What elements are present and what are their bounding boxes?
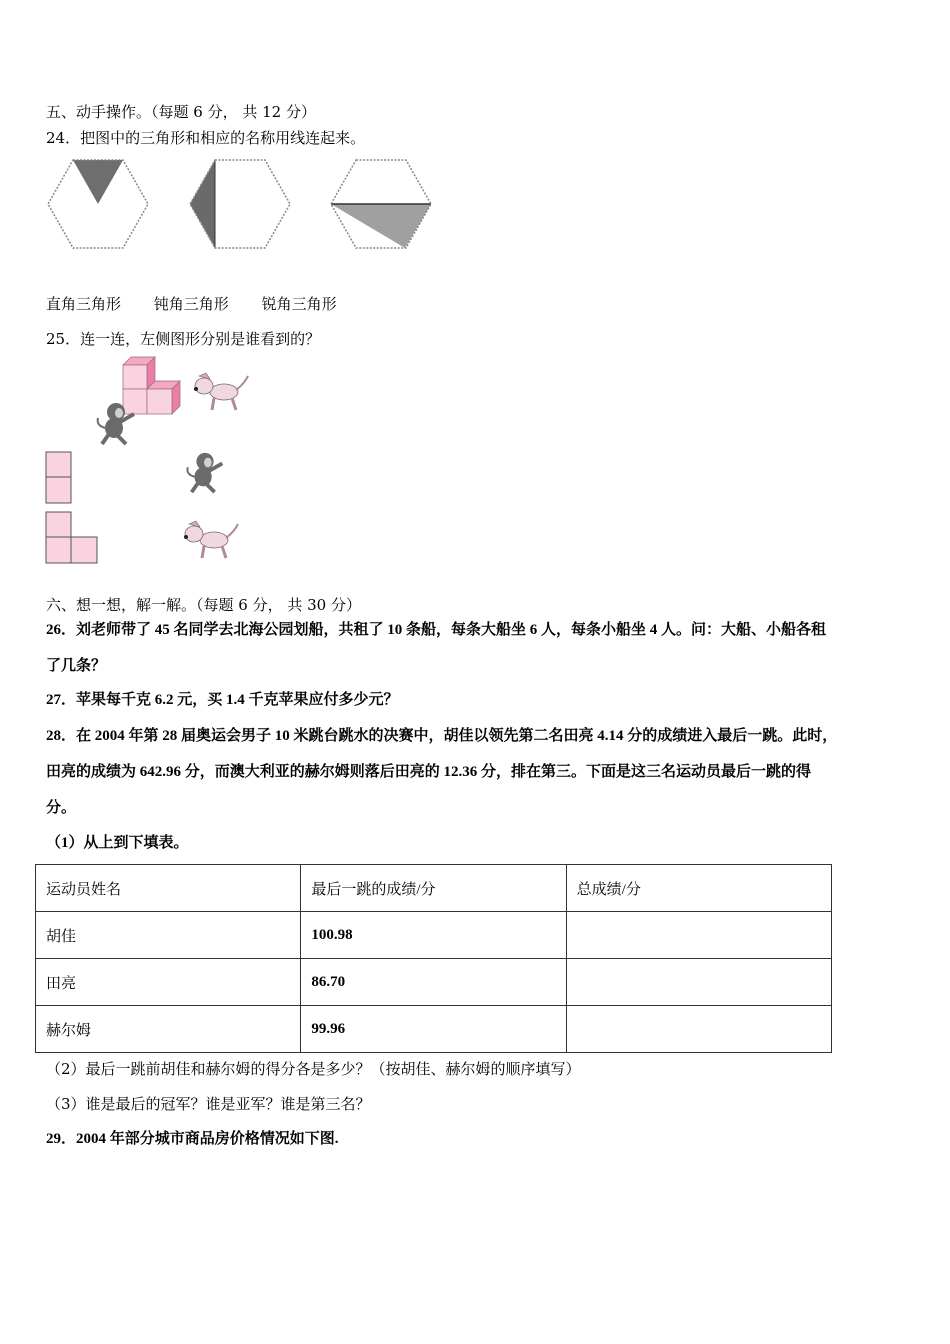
question-28-line-3: 分。 [46, 800, 77, 816]
table-row [36, 912, 832, 959]
total-score-cell[interactable] [566, 912, 831, 959]
section-5-heading: 五、动手操作。（每题 6 分， 共 12 分） [46, 103, 316, 121]
view-two-stacked-squares-image [45, 451, 73, 505]
question-24: 24．把图中的三角形和相应的名称用线连起来。 [46, 129, 366, 147]
header-total-score: 总成绩/分 [566, 865, 831, 912]
triangle-type-labels [46, 294, 365, 314]
question-26-line-1: 26．刘老师带了 45 名同学去北海公园划船，共租了 10 条船，每条大船坐 6 人，每条小船坐 4 人。问：大船、小船各租 [46, 622, 827, 638]
label-right-triangle: 直角三角形 [46, 295, 122, 313]
table-row [36, 1006, 832, 1053]
question-25: 25．连一连，左侧图形分别是谁看到的？ [46, 330, 321, 348]
question-27: 27．苹果每千克 6.2 元，买 1.4 千克苹果应付多少元？ [46, 692, 399, 708]
section-6-heading: 六、想一想，解一解。（每题 6 分， 共 30 分） [46, 596, 361, 614]
athlete-name-cell: 胡佳 [36, 912, 301, 959]
athlete-name-cell: 田亮 [36, 959, 301, 1006]
question-28-sub-1: （1）从上到下填表。 [46, 835, 189, 851]
hexagon-bottom-triangle-figure [329, 158, 435, 252]
question-28-sub-3: （3）谁是最后的冠军？谁是亚军？谁是第三名？ [46, 1095, 371, 1113]
total-score-cell[interactable] [566, 1006, 831, 1053]
label-acute-triangle: 锐角三角形 [261, 295, 337, 313]
question-28-line-2: 田亮的成绩为 642.96 分，而澳大利亚的赫尔姆则落后田亮的 12.36 分，排在第三。下面是这三名运动员最后一跳的得 [46, 764, 812, 780]
header-athlete-name: 运动员姓名 [36, 865, 301, 912]
scores-table [35, 864, 832, 1053]
question-28-sub-2: （2）最后一跳前胡佳和赫尔姆的得分各是多少？（按胡佳、赫尔姆的顺序填写） [46, 1060, 581, 1078]
label-obtuse-triangle: 钝角三角形 [153, 295, 229, 313]
athlete-name-cell: 赫尔姆 [36, 1006, 301, 1053]
hexagon-left-triangle-figure [187, 158, 293, 252]
dog-image [190, 370, 250, 416]
question-28-line-1: 28．在 2004 年第 28 届奥运会男子 10 米跳台跳水的决赛中，胡佳以领先第二名田亮 4.14 分的成绩进入最后一跳。此时， [46, 728, 838, 744]
dog-image-2 [180, 518, 240, 564]
monkey-image [92, 400, 140, 448]
table-header-row [36, 865, 832, 912]
table-row [36, 959, 832, 1006]
question-29: 29．2004 年部分城市商品房价格情况如下图. [46, 1131, 339, 1147]
header-last-dive-score: 最后一跳的成绩/分 [301, 865, 566, 912]
total-score-cell[interactable] [566, 959, 831, 1006]
last-dive-score-cell: 99.96 [301, 1006, 566, 1053]
view-l-shape-squares-image [45, 511, 99, 565]
last-dive-score-cell: 86.70 [301, 959, 566, 1006]
monkey-image-2 [182, 450, 228, 496]
question-26-line-2: 了几条？ [46, 658, 107, 674]
last-dive-score-cell: 100.98 [301, 912, 566, 959]
hexagon-top-triangle-figure [46, 158, 150, 252]
